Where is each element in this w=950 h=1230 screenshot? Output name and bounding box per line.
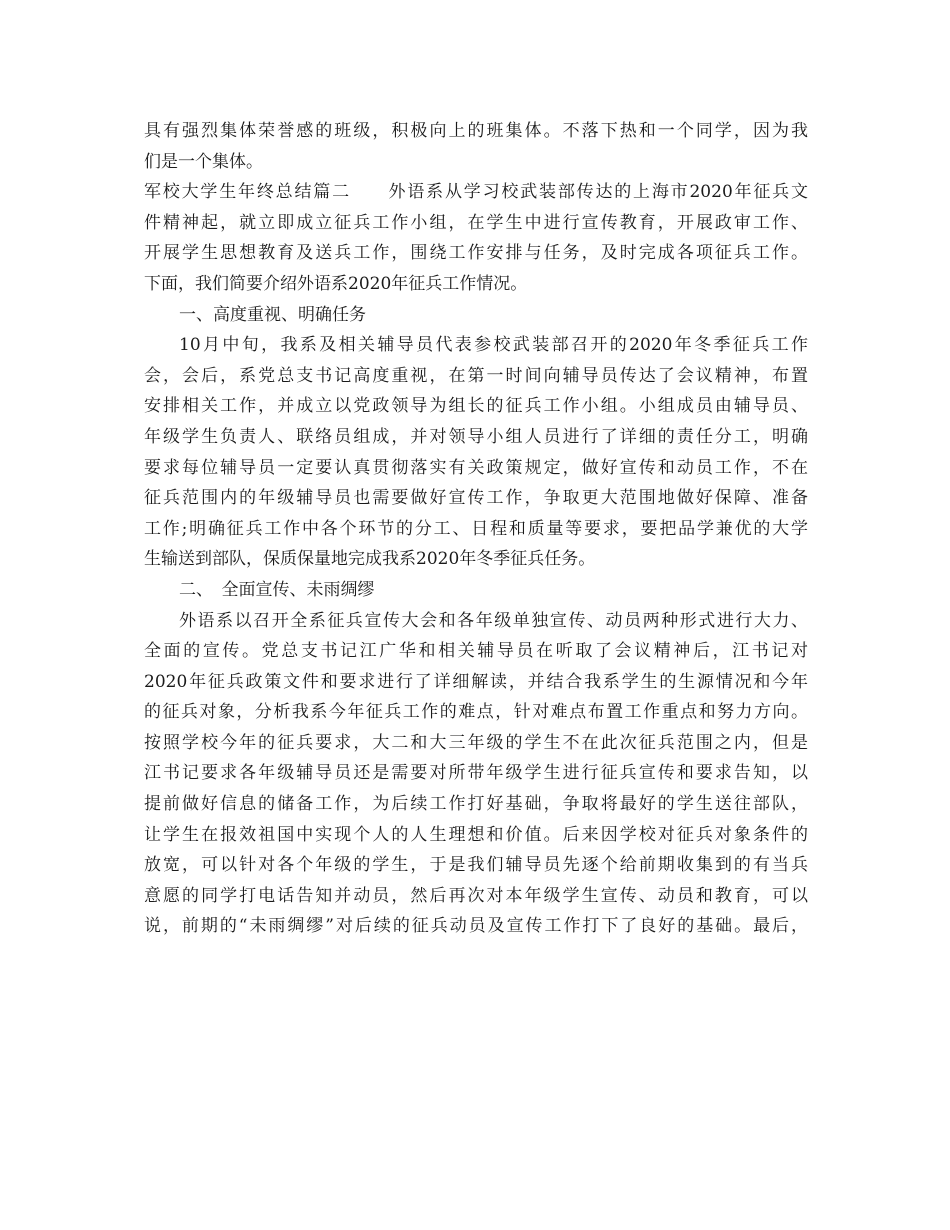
text-line: 意愿的同学打电话告知并动员，然后再次对本年级学生宣传、动员和教育，可以 — [144, 885, 808, 906]
text-line: 下面，我们简要介绍外语系2020年征兵工作情况。 — [144, 273, 528, 294]
text-line: 要求每位辅导员一定要认真贯彻落实有关政策规定，做好宣传和动员工作，不在 — [144, 457, 808, 478]
text-line: 开展学生思想教育及送兵工作，围绕工作安排与任务，及时完成各项征兵工作。 — [144, 243, 808, 264]
text-line: 放宽，可以针对各个年级的学生，于是我们辅导员先逐个给前期收集到的有当兵 — [144, 855, 808, 876]
subheading-1: 一、高度重视、明确任务 — [179, 304, 366, 325]
text-line: 提前做好信息的储备工作，为后续工作打好基础，争取将最好的学生送往部队， — [144, 794, 808, 815]
text-line: 2020年征兵政策文件和要求进行了详细解读，并结合我系学生的生源情况和今年 — [144, 671, 808, 692]
text-line: 让学生在报效祖国中实现个人的人生理想和价值。后来因学校对征兵对象条件的 — [144, 824, 808, 845]
text-line: 安排相关工作，并成立以党政领导为组长的征兵工作小组。小组成员由辅导员、 — [144, 396, 808, 417]
text-line: 征兵范围内的年级辅导员也需要做好宣传工作，争取更大范围地做好保障、准备 — [144, 488, 808, 509]
document-body — [144, 116, 808, 942]
text-line: 生输送到部队，保质保量地完成我系2020年冬季征兵任务。 — [144, 549, 596, 570]
text-line: 会，会后，系党总支书记高度重视，在第一时间向辅导员传达了会议精神，布置 — [144, 365, 808, 386]
text-line: 说，前期的“未雨绸缪”对后续的征兵动员及宣传工作打下了良好的基础。最后， — [144, 916, 808, 937]
subheading-2: 二、 全面宣传、未雨绸缪 — [179, 579, 375, 600]
text-line: 10月中旬，我系及相关辅导员代表参校武装部召开的2020年冬季征兵工作 — [179, 335, 808, 356]
text-line: 件精神起，就立即成立征兵工作小组，在学生中进行宣传教育，开展政审工作、 — [144, 212, 808, 233]
text-line: 全面的宣传。党总支书记江广华和相关辅导员在听取了会议精神后，江书记对 — [144, 641, 808, 662]
text-line: 具有强烈集体荣誉感的班级，积极向上的班集体。不落下热和一个同学，因为我 — [144, 121, 808, 141]
section-heading-line: 军校大学生年终总结篇二 外语系从学习校武装部传达的上海市2020年征兵文 — [144, 182, 808, 203]
text-line: 外语系以召开全系征兵宣传大会和各年级单独宣传、动员两种形式进行大力、 — [179, 610, 808, 631]
text-line: 年级学生负责人、联络员组成，并对领导小组人员进行了详细的责任分工，明确 — [144, 426, 808, 447]
text-line: 按照学校今年的征兵要求，大二和大三年级的学生不在此次征兵范围之内，但是 — [144, 732, 808, 753]
text-line: 的征兵对象，分析我系今年征兵工作的难点，针对难点布置工作重点和努力方向。 — [144, 702, 808, 723]
text-line: 江书记要求各年级辅导员还是需要对所带年级学生进行征兵宣传和要求告知，以 — [144, 763, 808, 784]
text-line: 们是一个集体。 — [144, 151, 263, 172]
text-line: 工作;明确征兵工作中各个环节的分工、日程和质量等要求，要把品学兼优的大学 — [144, 518, 808, 539]
